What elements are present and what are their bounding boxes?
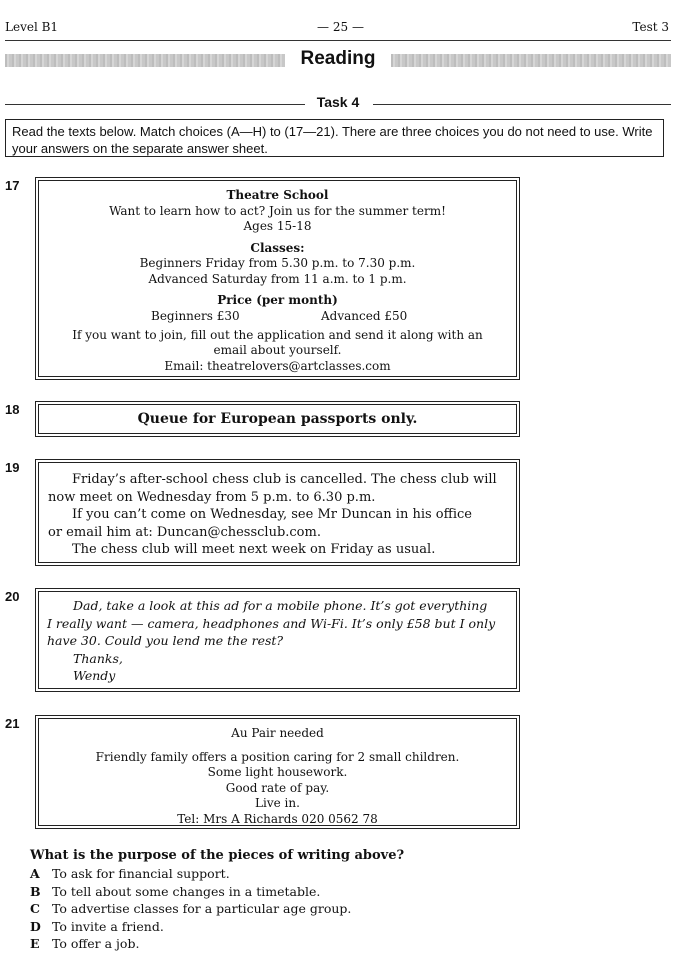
text-box-18 <box>35 401 520 437</box>
price-advanced: Advanced £50 <box>321 308 408 323</box>
level-label: Level B1 <box>5 20 59 34</box>
option-text: To tell about some changes in a timetable. <box>52 883 321 899</box>
question-text: What is the purpose of the pieces of writing above? <box>30 848 405 863</box>
note-line2: I really want — camera, headphones and Wi-Fi. It’s only £58 but I only <box>47 615 496 631</box>
text-box-20 <box>35 588 520 692</box>
join-line1: If you want to join, fill out the application and send it along with an <box>72 327 483 342</box>
option-text: To offer a job. <box>52 936 140 951</box>
option-text: To ask for financial support. <box>52 866 230 881</box>
option-a <box>30 865 351 883</box>
section-banner <box>5 50 671 70</box>
page-number: — 25 — <box>317 20 364 34</box>
option-letter: D <box>30 918 41 934</box>
aupair-title: Au Pair needed <box>231 726 324 740</box>
join-line2: email about yourself. <box>213 343 342 357</box>
chess-line3: If you can’t come on Wednesday, see Mr Duncan in his office <box>72 507 472 522</box>
option-b <box>30 883 351 901</box>
item-number-17: 17 <box>5 178 20 193</box>
price-label: Price (per month) <box>217 293 338 307</box>
option-letter: E <box>30 936 40 951</box>
note-signature: Wendy <box>73 668 116 683</box>
chess-line1: Friday’s after-school chess club is cancelled. The chess club will <box>72 472 497 487</box>
theatre-ages: Ages 15-18 <box>243 219 312 233</box>
task-title: Task 4 <box>316 94 360 110</box>
option-text: To advertise classes for a particular age group. <box>52 901 352 916</box>
passport-notice: Queue for European passports only. <box>38 404 517 434</box>
classes-label: Classes: <box>250 240 305 255</box>
item-number-19: 19 <box>5 460 20 475</box>
item-number-21: 21 <box>5 716 20 731</box>
note-thanks: Thanks, <box>73 650 123 666</box>
chess-line2: now meet on Wednesday from 5 p.m. to 6.30 p.m. <box>48 489 376 505</box>
aupair-line1: Friendly family offers a position caring for 2 small children. <box>95 749 460 764</box>
text-box-21 <box>35 715 520 829</box>
option-e <box>30 935 351 953</box>
task-heading <box>5 96 671 110</box>
item-number-18: 18 <box>5 402 20 417</box>
price-row <box>39 309 516 325</box>
option-c <box>30 900 351 918</box>
aupair-line3: Good rate of pay. <box>225 780 330 795</box>
theatre-title: Theatre School <box>226 188 329 202</box>
text-box-17 <box>35 177 520 380</box>
theatre-line1: Want to learn how to act? Join us for the summer term! <box>109 203 446 218</box>
chess-line5: The chess club will meet next week on Friday as usual. <box>72 542 436 557</box>
option-text: To invite a friend. <box>52 918 164 934</box>
answer-options <box>30 865 351 953</box>
note-line1: Dad, take a look at this ad for a mobile phone. It’s got everything <box>73 598 488 613</box>
aupair-phone: Tel: Mrs A Richards 020 0562 78 <box>177 811 378 826</box>
price-beginners: Beginners £30 <box>151 308 240 323</box>
classes-beginners: Beginners Friday from 5.30 p.m. to 7.30 p.m. <box>139 256 416 270</box>
option-letter: B <box>30 883 41 899</box>
header-rule <box>5 40 671 41</box>
option-d <box>30 918 351 936</box>
option-letter: C <box>30 901 40 916</box>
note-line3: have 30. Could you lend me the rest? <box>47 633 284 648</box>
option-letter: A <box>30 866 40 881</box>
classes-advanced: Advanced Saturday from 11 a.m. to 1 p.m. <box>148 271 407 286</box>
test-label: Test 3 <box>632 20 669 34</box>
item-number-20: 20 <box>5 589 20 604</box>
section-title: Reading <box>300 48 376 69</box>
theatre-email: Email: theatrelovers@artclasses.com <box>164 358 391 373</box>
instructions-box: Read the texts below. Match choices (A—H) to (17—21). There are three choices you do not need to use. Write your answers on the separate answer sheet. <box>5 119 664 157</box>
aupair-line4: Live in. <box>255 796 300 810</box>
chess-line4: or email him at: Duncan@chessclub.com. <box>48 524 321 540</box>
aupair-line2: Some light housework. <box>207 765 348 779</box>
text-box-19 <box>35 459 520 566</box>
